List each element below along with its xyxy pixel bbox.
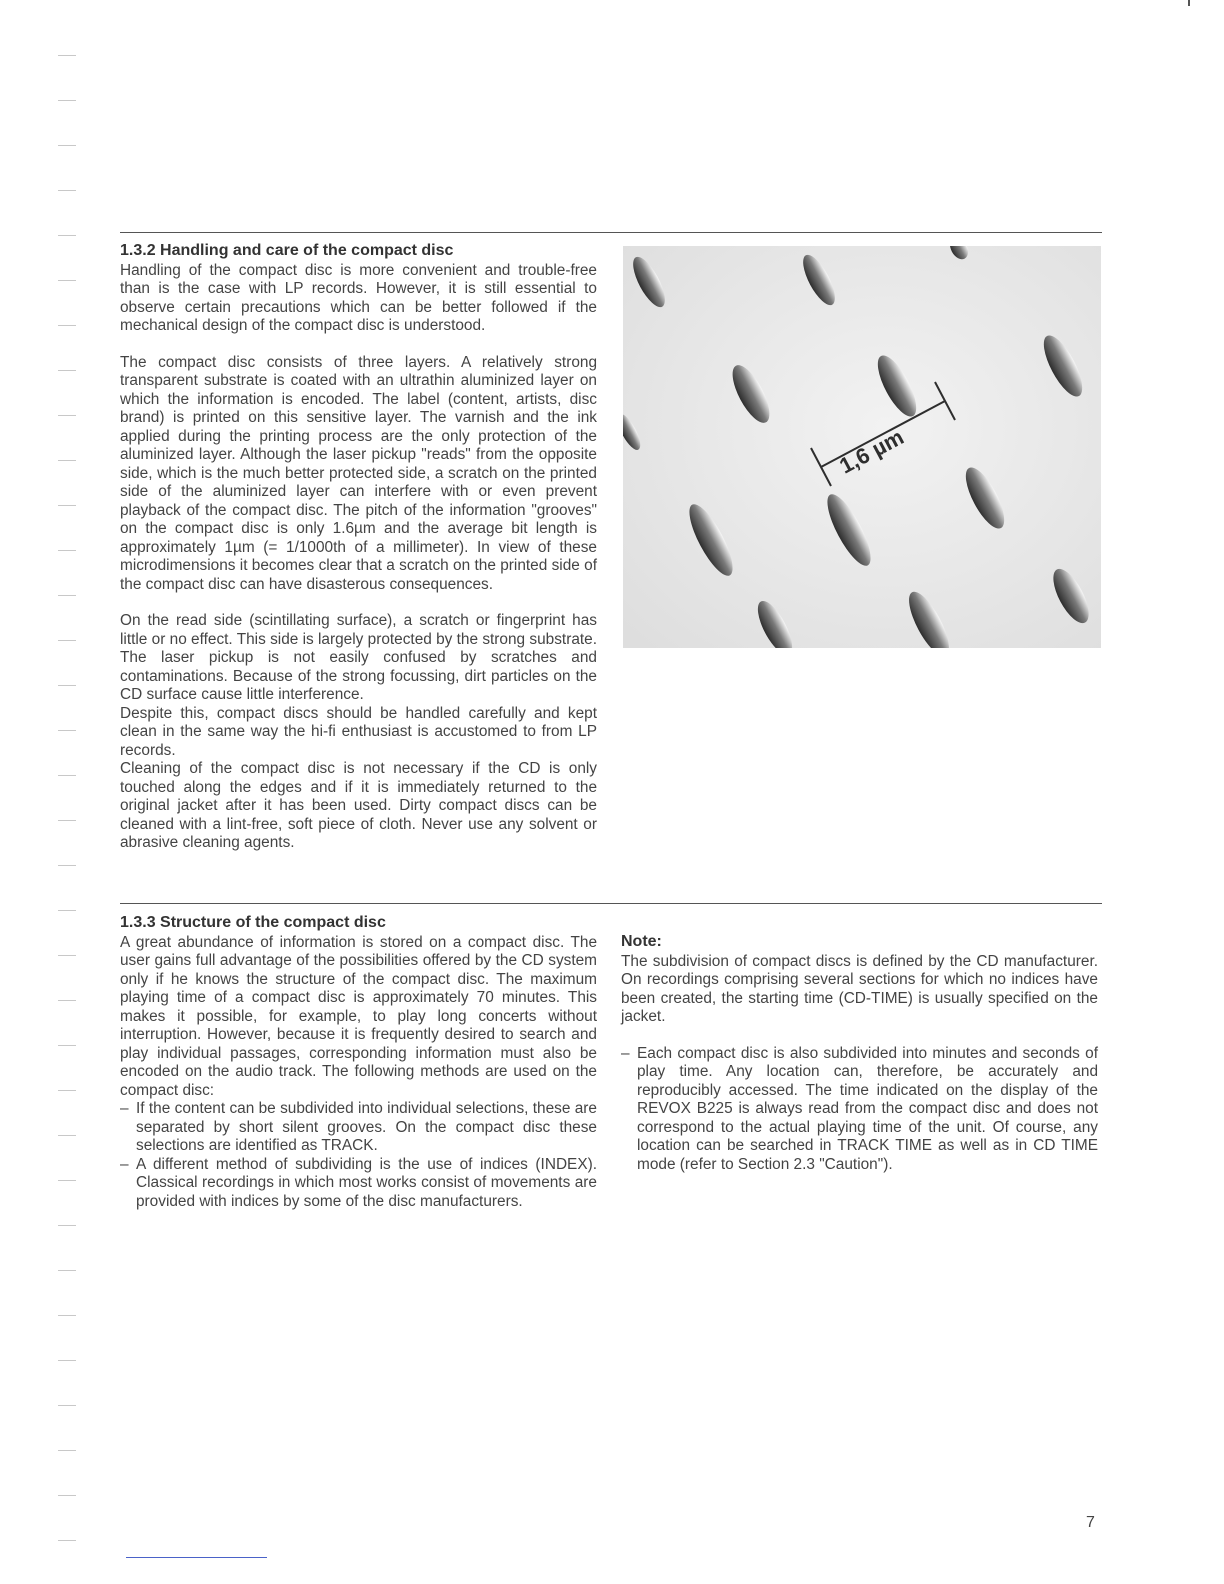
section-structure <box>120 914 597 1211</box>
paragraph: The subdivision of compact discs is defined by the CD manufacturer. On recordings comprising several sections for which no indices have been created, the starting time (CD-TIME) is usually specified on the jacket. <box>621 952 1098 1025</box>
margin-tick <box>58 1270 76 1271</box>
margin-tick <box>58 1315 76 1316</box>
margin-tick <box>58 1180 76 1181</box>
margin-tick <box>58 235 76 236</box>
section-handling <box>120 242 597 853</box>
margin-tick <box>58 865 76 866</box>
margin-tick <box>58 190 76 191</box>
margin-tick <box>58 1360 76 1361</box>
margin-tick <box>58 1540 76 1541</box>
page-number: 7 <box>1086 1514 1095 1531</box>
margin-tick <box>58 1045 76 1046</box>
list-item: – Each compact disc is also subdivided into minutes and seconds of play time. Any location can, therefore, be accurately and reproducibly accessed. The time indicated on the display of the REVOX B225 is always read from the compact disc and does not correspond to the actual playing time of the unit. Of course, any location can be searched in TRACK TIME as well as in CD TIME mode (refer to Section 2.3 "Caution"). <box>621 1045 1098 1175</box>
margin-tick <box>58 370 76 371</box>
paragraph: The compact disc consists of three layers. A relatively strong transparent substrate is coated with an ultrathin aluminized layer on which the information is encoded. The label (content, artists, disc brand) is printed on this sensitive layer. The varnish and the ink applied during the printing process are the only protection of the aluminized layer. Although the laser pickup "reads" from the opposite side, which is the much better protected side, a scratch on the printed side of the aluminized layer can interfere with or even prevent playback of the compact disc. The pitch of the information "grooves" on the compact disc is only 1.6µm and the average bit length is approximately 1µm (= 1/1000th of a millimeter). In view of these microdimensions it becomes clear that a scratch on the printed side of the compact disc can have disasterous consequences. <box>120 353 597 593</box>
margin-tick <box>58 1000 76 1001</box>
margin-tick <box>58 775 76 776</box>
margin-tick <box>58 640 76 641</box>
section-heading: 1.3.3 Structure of the compact disc <box>120 914 386 931</box>
pit-micrograph-svg <box>623 246 1101 648</box>
paragraph: Handling of the compact disc is more convenient and trouble-free than is the case with LP records. However, it is still essential to observe certain precautions which can be better followed if the mechanical design of the compact disc is understood. <box>120 261 597 334</box>
margin-tick <box>58 1090 76 1091</box>
margin-tick <box>58 595 76 596</box>
margin-tick <box>58 1225 76 1226</box>
list-item: – A different method of subdividing is the use of indices (INDEX). Classical recordings in which most works consist of movements are provided with indices by some of the disc manufacturers. <box>120 1156 597 1212</box>
method-list <box>120 1100 597 1211</box>
list-item: – If the content can be subdivided into individual selections, these are separated by short silent grooves. On the compact disc these selections are identified as TRACK. <box>120 1100 597 1156</box>
paragraph: On the read side (scintillating surface), a scratch or fingerprint has little or no effect. This side is largely protected by the strong substrate. The laser pickup is not easily confused by scratches and contaminations. Because of the strong focussing, dirt particles on the CD surface cause little interference. <box>120 612 597 703</box>
paragraph: Cleaning of the compact disc is not necessary if the CD is only touched along the edges and if it is immediately returned to the original jacket after it has been used. Dirty compact discs can be cleaned with a lint-free, soft piece of cloth. Never use any solvent or abrasive cleaning agents. <box>120 760 597 851</box>
margin-tick <box>58 415 76 416</box>
margin-tick <box>58 910 76 911</box>
paragraph: A great abundance of information is stored on a compact disc. The user gains full advantage of the possibilities offered by the CD system only if he knows the structure of the compact disc. The maximum playing time of a compact disc is approximately 70 minutes. This makes it possible, for example, to play long concerts without interruption. However, because it is frequently desired to search and play individual passages, corresponding information must also be encoded on the audio track. The following methods are used on the compact disc: <box>120 933 597 1099</box>
margin-tick <box>58 1450 76 1451</box>
margin-tick <box>58 955 76 956</box>
margin-tick <box>58 730 76 731</box>
margin-tick <box>58 280 76 281</box>
margin-tick <box>58 100 76 101</box>
margin-tick <box>58 55 76 56</box>
margin-tick <box>58 685 76 686</box>
margin-tick <box>58 505 76 506</box>
dimension-label: 1,6 µm <box>835 424 908 479</box>
note-heading: Note: <box>621 933 662 950</box>
section-rule <box>120 903 1102 904</box>
margin-tick <box>58 820 76 821</box>
note-list <box>621 1045 1098 1175</box>
margin-tick <box>58 1135 76 1136</box>
margin-tick <box>58 325 76 326</box>
margin-tick <box>58 460 76 461</box>
margin-tick <box>58 1405 76 1406</box>
section-heading: 1.3.2 Handling and care of the compact disc <box>120 242 454 259</box>
note-block <box>621 933 1098 1174</box>
margin-tick <box>58 550 76 551</box>
footer-line <box>126 1557 267 1558</box>
paragraph: Despite this, compact discs should be handled carefully and kept clean in the same way the hi-fi enthusiast is accustomed to from LP records. <box>120 704 597 759</box>
section-rule <box>120 232 1102 233</box>
margin-tick <box>58 1495 76 1496</box>
corner-mark <box>1188 0 1190 6</box>
margin-tick <box>58 145 76 146</box>
pit-micrograph <box>623 246 1101 648</box>
